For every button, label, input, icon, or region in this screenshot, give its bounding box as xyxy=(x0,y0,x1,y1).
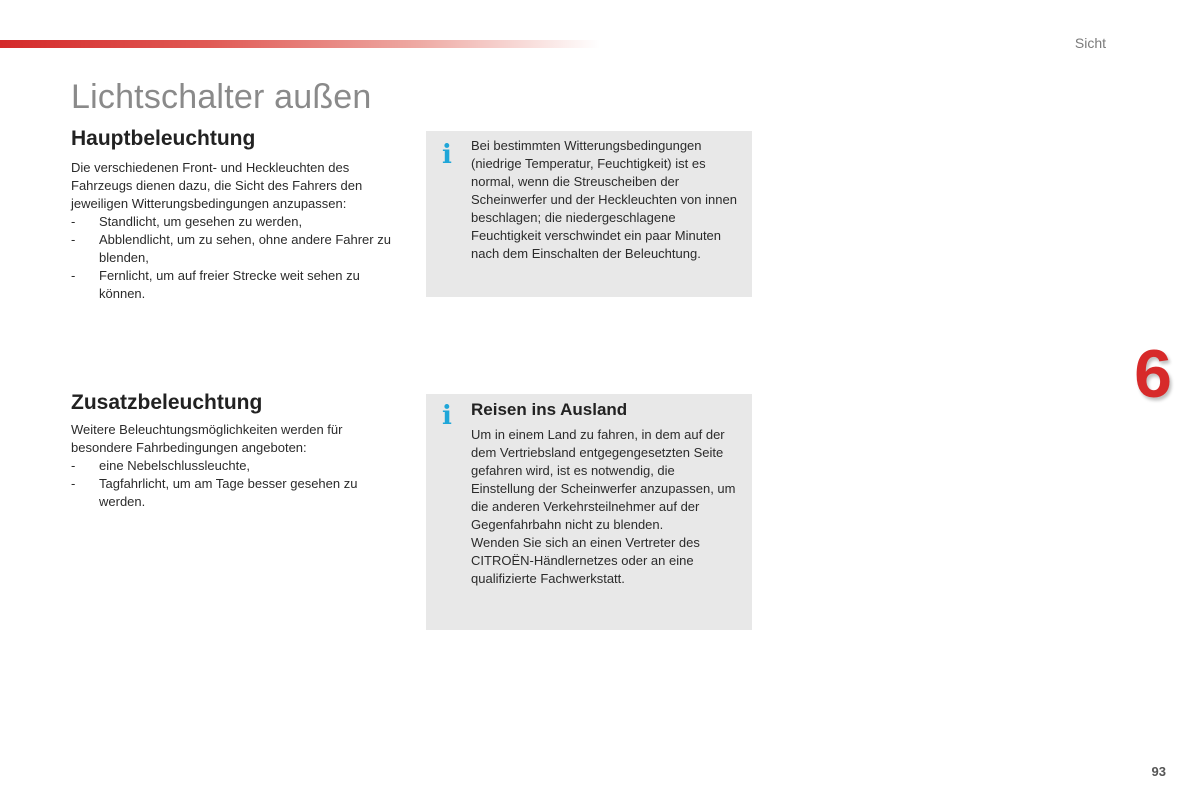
main-lighting-heading: Hauptbeleuchtung xyxy=(71,127,256,150)
list-item xyxy=(71,457,391,475)
list-dash: - xyxy=(71,268,76,283)
list-item xyxy=(71,267,391,303)
list-item-text: Fernlicht, um auf freier Strecke weit sehen zu können. xyxy=(99,268,360,301)
additional-lighting-heading: Zusatzbeleuchtung xyxy=(71,391,263,414)
list-dash: - xyxy=(71,232,76,247)
info-box-abroad xyxy=(426,394,752,630)
list-dash: - xyxy=(71,458,76,473)
list-dash: - xyxy=(71,214,76,229)
info-box-abroad-text-1: Um in einem Land zu fahren, in dem auf der dem Vertriebsland entgegengesetzten Seite gefahren wird, ist es notwendig, die Einstellung der Scheinwerfer anzupassen, um die anderen Verkehrsteilnehmer auf der Gegenfahrbahn nicht zu blenden. xyxy=(471,427,736,532)
info-icon: i xyxy=(442,140,452,170)
additional-lighting-list xyxy=(71,457,391,511)
list-dash: - xyxy=(71,476,76,491)
info-box-abroad-text xyxy=(471,426,738,588)
info-icon: i xyxy=(442,401,452,431)
info-box-abroad-heading: Reisen ins Ausland xyxy=(471,400,628,419)
section-label: Sicht xyxy=(1074,35,1106,51)
list-item-text: Tagfahrlicht, um am Tage besser gesehen zu werden. xyxy=(99,476,358,509)
list-item xyxy=(71,231,391,267)
list-item-text: Standlicht, um gesehen zu werden, xyxy=(99,214,303,229)
info-box-weather xyxy=(426,131,752,297)
main-lighting-intro: Die verschiedenen Front- und Heckleuchten des Fahrzeugs dienen dazu, die Sicht des Fahrers den jeweiligen Witterungsbedingungen anzupassen: xyxy=(71,160,363,211)
header-accent-bar xyxy=(0,40,600,48)
list-item-text: Abblendlicht, um zu sehen, ohne andere Fahrer zu blenden, xyxy=(99,232,391,265)
list-item xyxy=(71,213,391,231)
info-box-weather-text: Bei bestimmten Witterungsbedingungen (niedrige Temperatur, Feuchtigkeit) ist es normal, wenn die Streuscheiben der Scheinwerfer und der Heckleuchten von innen beschlagen; die niedergeschlagene Feuchtigkeit verschwindet ein paar Minuten nach dem Einschalten der Beleuchtung. xyxy=(471,138,737,261)
list-item xyxy=(71,475,391,511)
additional-lighting-intro: Weitere Beleuchtungsmöglichkeiten werden für besondere Fahrbedingungen angeboten: xyxy=(71,422,343,455)
page-number: 93 xyxy=(1151,764,1166,779)
page-title: Lichtschalter außen xyxy=(71,78,372,116)
chapter-number: 6 xyxy=(1134,336,1172,412)
list-item-text: eine Nebelschlussleuchte, xyxy=(99,458,251,473)
main-lighting-list xyxy=(71,213,391,303)
info-box-abroad-text-2: Wenden Sie sich an einen Vertreter des CITROËN-Händlernetzes oder an eine qualifizierte Fachwerkstatt. xyxy=(471,535,700,586)
